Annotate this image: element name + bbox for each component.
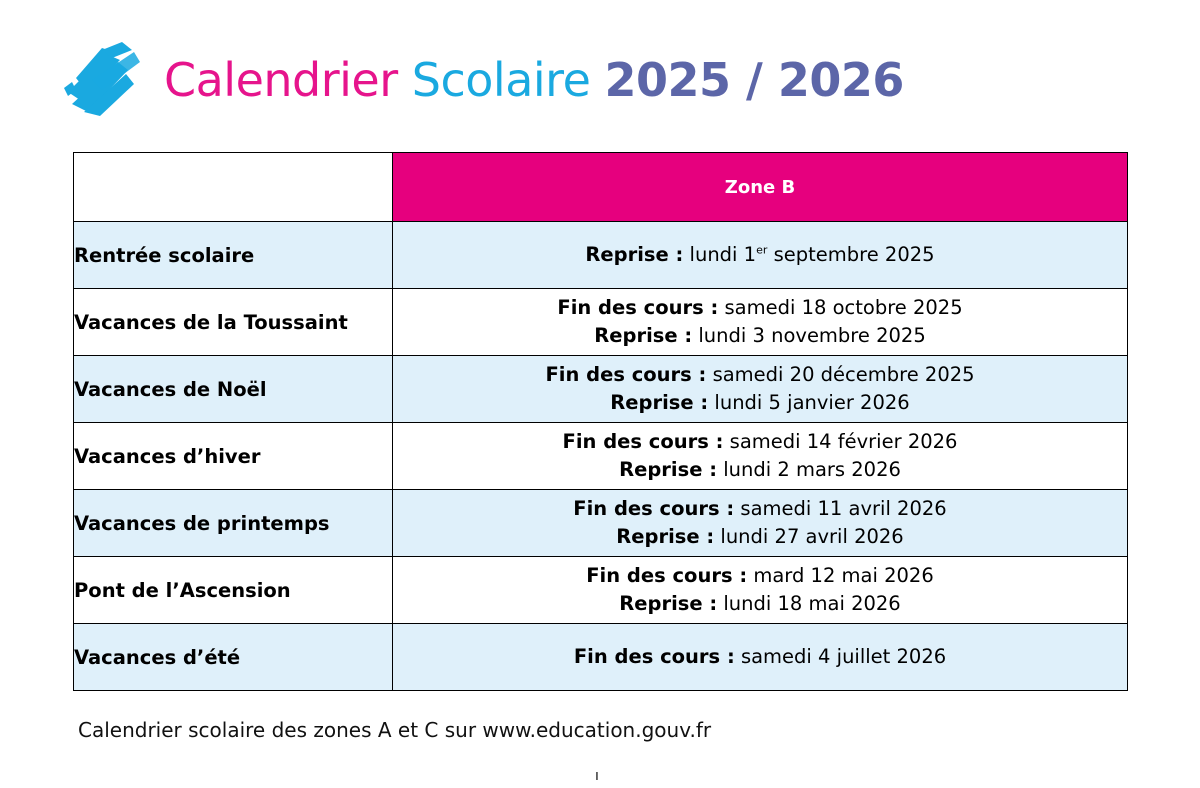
row-value <box>393 289 1128 356</box>
resume-date: lundi 5 janvier 2026 <box>714 391 910 414</box>
resume-date: lundi 27 avril 2026 <box>720 525 904 548</box>
header <box>62 40 904 120</box>
zone-b-header: Zone B <box>393 153 1128 222</box>
blue-brush-stroke-icon <box>62 40 154 120</box>
resume-date: lundi 2 mars 2026 <box>723 458 901 481</box>
calendar-table <box>73 152 1128 691</box>
row-value <box>393 624 1128 691</box>
title-calendrier: Calendrier <box>164 53 398 107</box>
footnote: Calendrier scolaire des zones A et C sur www.education.gouv.fr <box>78 718 712 742</box>
resume-label: Reprise : <box>610 391 709 414</box>
end-date: samedi 11 avril 2026 <box>740 497 947 520</box>
end-date: mard 12 mai 2026 <box>753 564 934 587</box>
row-value <box>393 490 1128 557</box>
end-label: Fin des cours : <box>573 497 735 520</box>
end-label: Fin des cours : <box>573 645 735 668</box>
table-row <box>74 624 1128 691</box>
table-row <box>74 222 1128 289</box>
title-year: 2025 / 2026 <box>604 53 904 107</box>
end-label: Fin des cours : <box>545 363 707 386</box>
resume-date: lundi 18 mai 2026 <box>723 592 901 615</box>
resume-date: lundi 3 novembre 2025 <box>698 324 926 347</box>
row-label: Vacances d’hiver <box>74 423 393 490</box>
resume-label: Reprise : <box>619 592 718 615</box>
page-title <box>164 53 904 107</box>
row-label: Vacances de printemps <box>74 490 393 557</box>
table-header-row <box>74 153 1128 222</box>
row-value <box>393 222 1128 289</box>
end-date: samedi 14 février 2026 <box>729 430 958 453</box>
row-label: Rentrée scolaire <box>74 222 393 289</box>
table-row <box>74 557 1128 624</box>
table-row <box>74 289 1128 356</box>
resume-label: Reprise : <box>585 243 684 266</box>
table-row <box>74 490 1128 557</box>
resume-label: Reprise : <box>619 458 718 481</box>
row-value <box>393 423 1128 490</box>
end-date: samedi 4 juillet 2026 <box>740 645 947 668</box>
end-label: Fin des cours : <box>562 430 724 453</box>
row-label: Pont de l’Ascension <box>74 557 393 624</box>
end-date: samedi 18 octobre 2025 <box>724 296 963 319</box>
end-label: Fin des cours : <box>586 564 748 587</box>
end-date: samedi 20 décembre 2025 <box>712 363 975 386</box>
empty-header-cell <box>74 153 393 222</box>
page-mark: ı <box>595 768 599 784</box>
resume-label: Reprise : <box>616 525 715 548</box>
row-label: Vacances de la Toussaint <box>74 289 393 356</box>
title-scolaire: Scolaire <box>411 53 591 107</box>
table-row <box>74 423 1128 490</box>
row-value <box>393 557 1128 624</box>
row-value <box>393 356 1128 423</box>
row-label: Vacances de Noël <box>74 356 393 423</box>
end-label: Fin des cours : <box>557 296 719 319</box>
resume-date: lundi 1er septembre 2025 <box>689 243 935 266</box>
table-row <box>74 356 1128 423</box>
resume-label: Reprise : <box>594 324 693 347</box>
row-label: Vacances d’été <box>74 624 393 691</box>
